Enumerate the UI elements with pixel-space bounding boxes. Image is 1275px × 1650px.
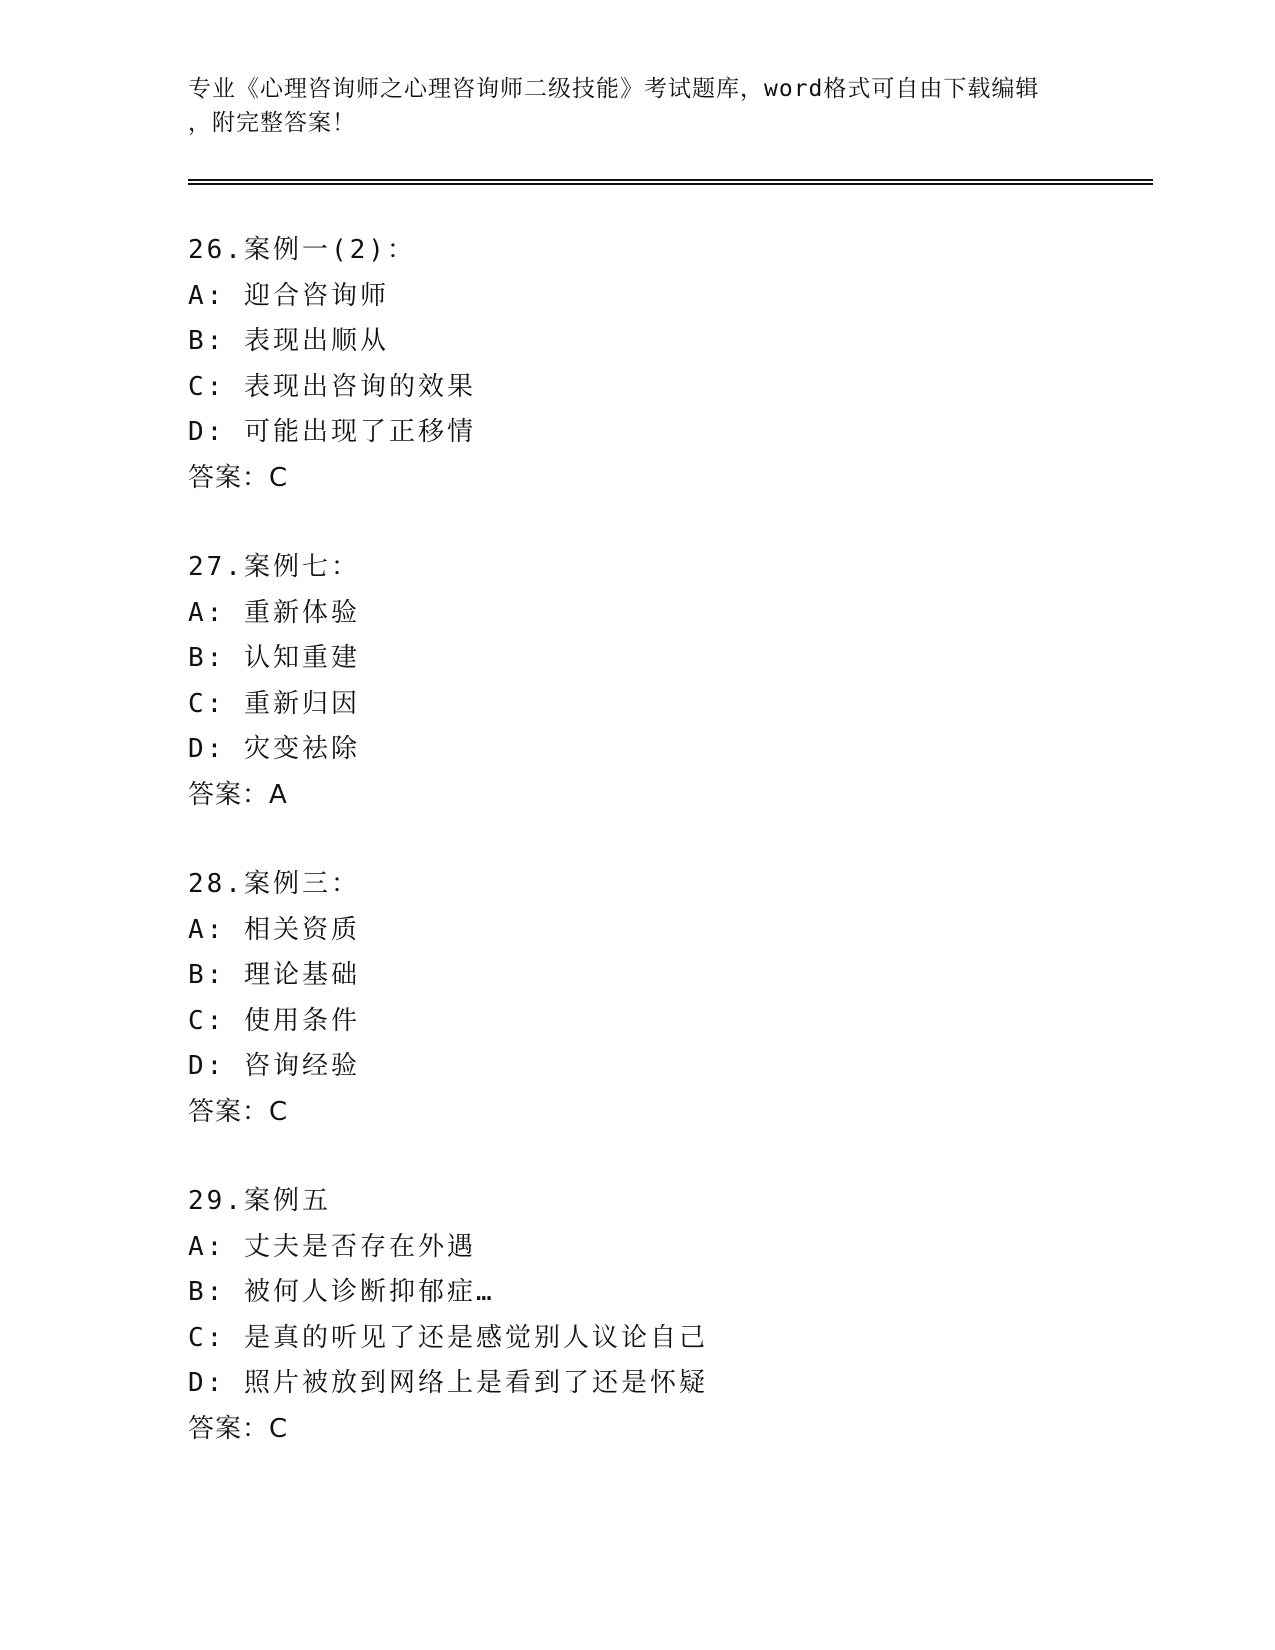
option-a: A: 重新体验 bbox=[188, 597, 360, 628]
option-d: D: 灾变祛除 bbox=[188, 734, 360, 764]
question-stem: 28.案例三： bbox=[188, 869, 360, 899]
answer-line: 答案：C bbox=[188, 1096, 289, 1127]
option-d: D: 可能出现了正移情 bbox=[188, 417, 476, 447]
document-header bbox=[188, 72, 1088, 140]
option-c: C: 表现出咨询的效果 bbox=[188, 371, 476, 402]
question-stem: 26.案例一(2)： bbox=[188, 235, 416, 265]
question-26 bbox=[188, 228, 476, 501]
option-b: B: 表现出顺从 bbox=[188, 326, 389, 356]
option-a: A: 迎合咨询师 bbox=[188, 280, 389, 311]
question-stem: 29.案例五 bbox=[188, 1186, 331, 1216]
option-d: D: 咨询经验 bbox=[188, 1051, 360, 1081]
option-c: C: 是真的听见了还是感觉别人议论自己 bbox=[188, 1322, 708, 1353]
header-title-line2: ，附完整答案！ bbox=[188, 110, 356, 136]
question-27 bbox=[188, 545, 360, 818]
option-b: B: 认知重建 bbox=[188, 643, 360, 673]
option-c: C: 重新归因 bbox=[188, 688, 360, 719]
answer-line: 答案：A bbox=[188, 779, 288, 810]
option-d: D: 照片被放到网络上是看到了还是怀疑 bbox=[188, 1368, 708, 1398]
question-28 bbox=[188, 862, 360, 1135]
header-divider-bottom bbox=[188, 183, 1153, 185]
header-title-line1: 专业《心理咨询师之心理咨询师二级技能》考试题库，word格式可自由下载编辑 bbox=[188, 76, 1040, 102]
option-a: A: 丈夫是否存在外遇 bbox=[188, 1231, 476, 1262]
answer-line: 答案：C bbox=[188, 1413, 289, 1444]
question-stem: 27.案例七： bbox=[188, 552, 360, 582]
option-a: A: 相关资质 bbox=[188, 914, 360, 945]
option-b: B: 被何人诊断抑郁症… bbox=[188, 1277, 495, 1307]
answer-line: 答案：C bbox=[188, 462, 289, 493]
option-c: C: 使用条件 bbox=[188, 1005, 360, 1036]
question-29 bbox=[188, 1179, 708, 1452]
option-b: B: 理论基础 bbox=[188, 960, 360, 990]
header-divider-top bbox=[188, 179, 1153, 181]
